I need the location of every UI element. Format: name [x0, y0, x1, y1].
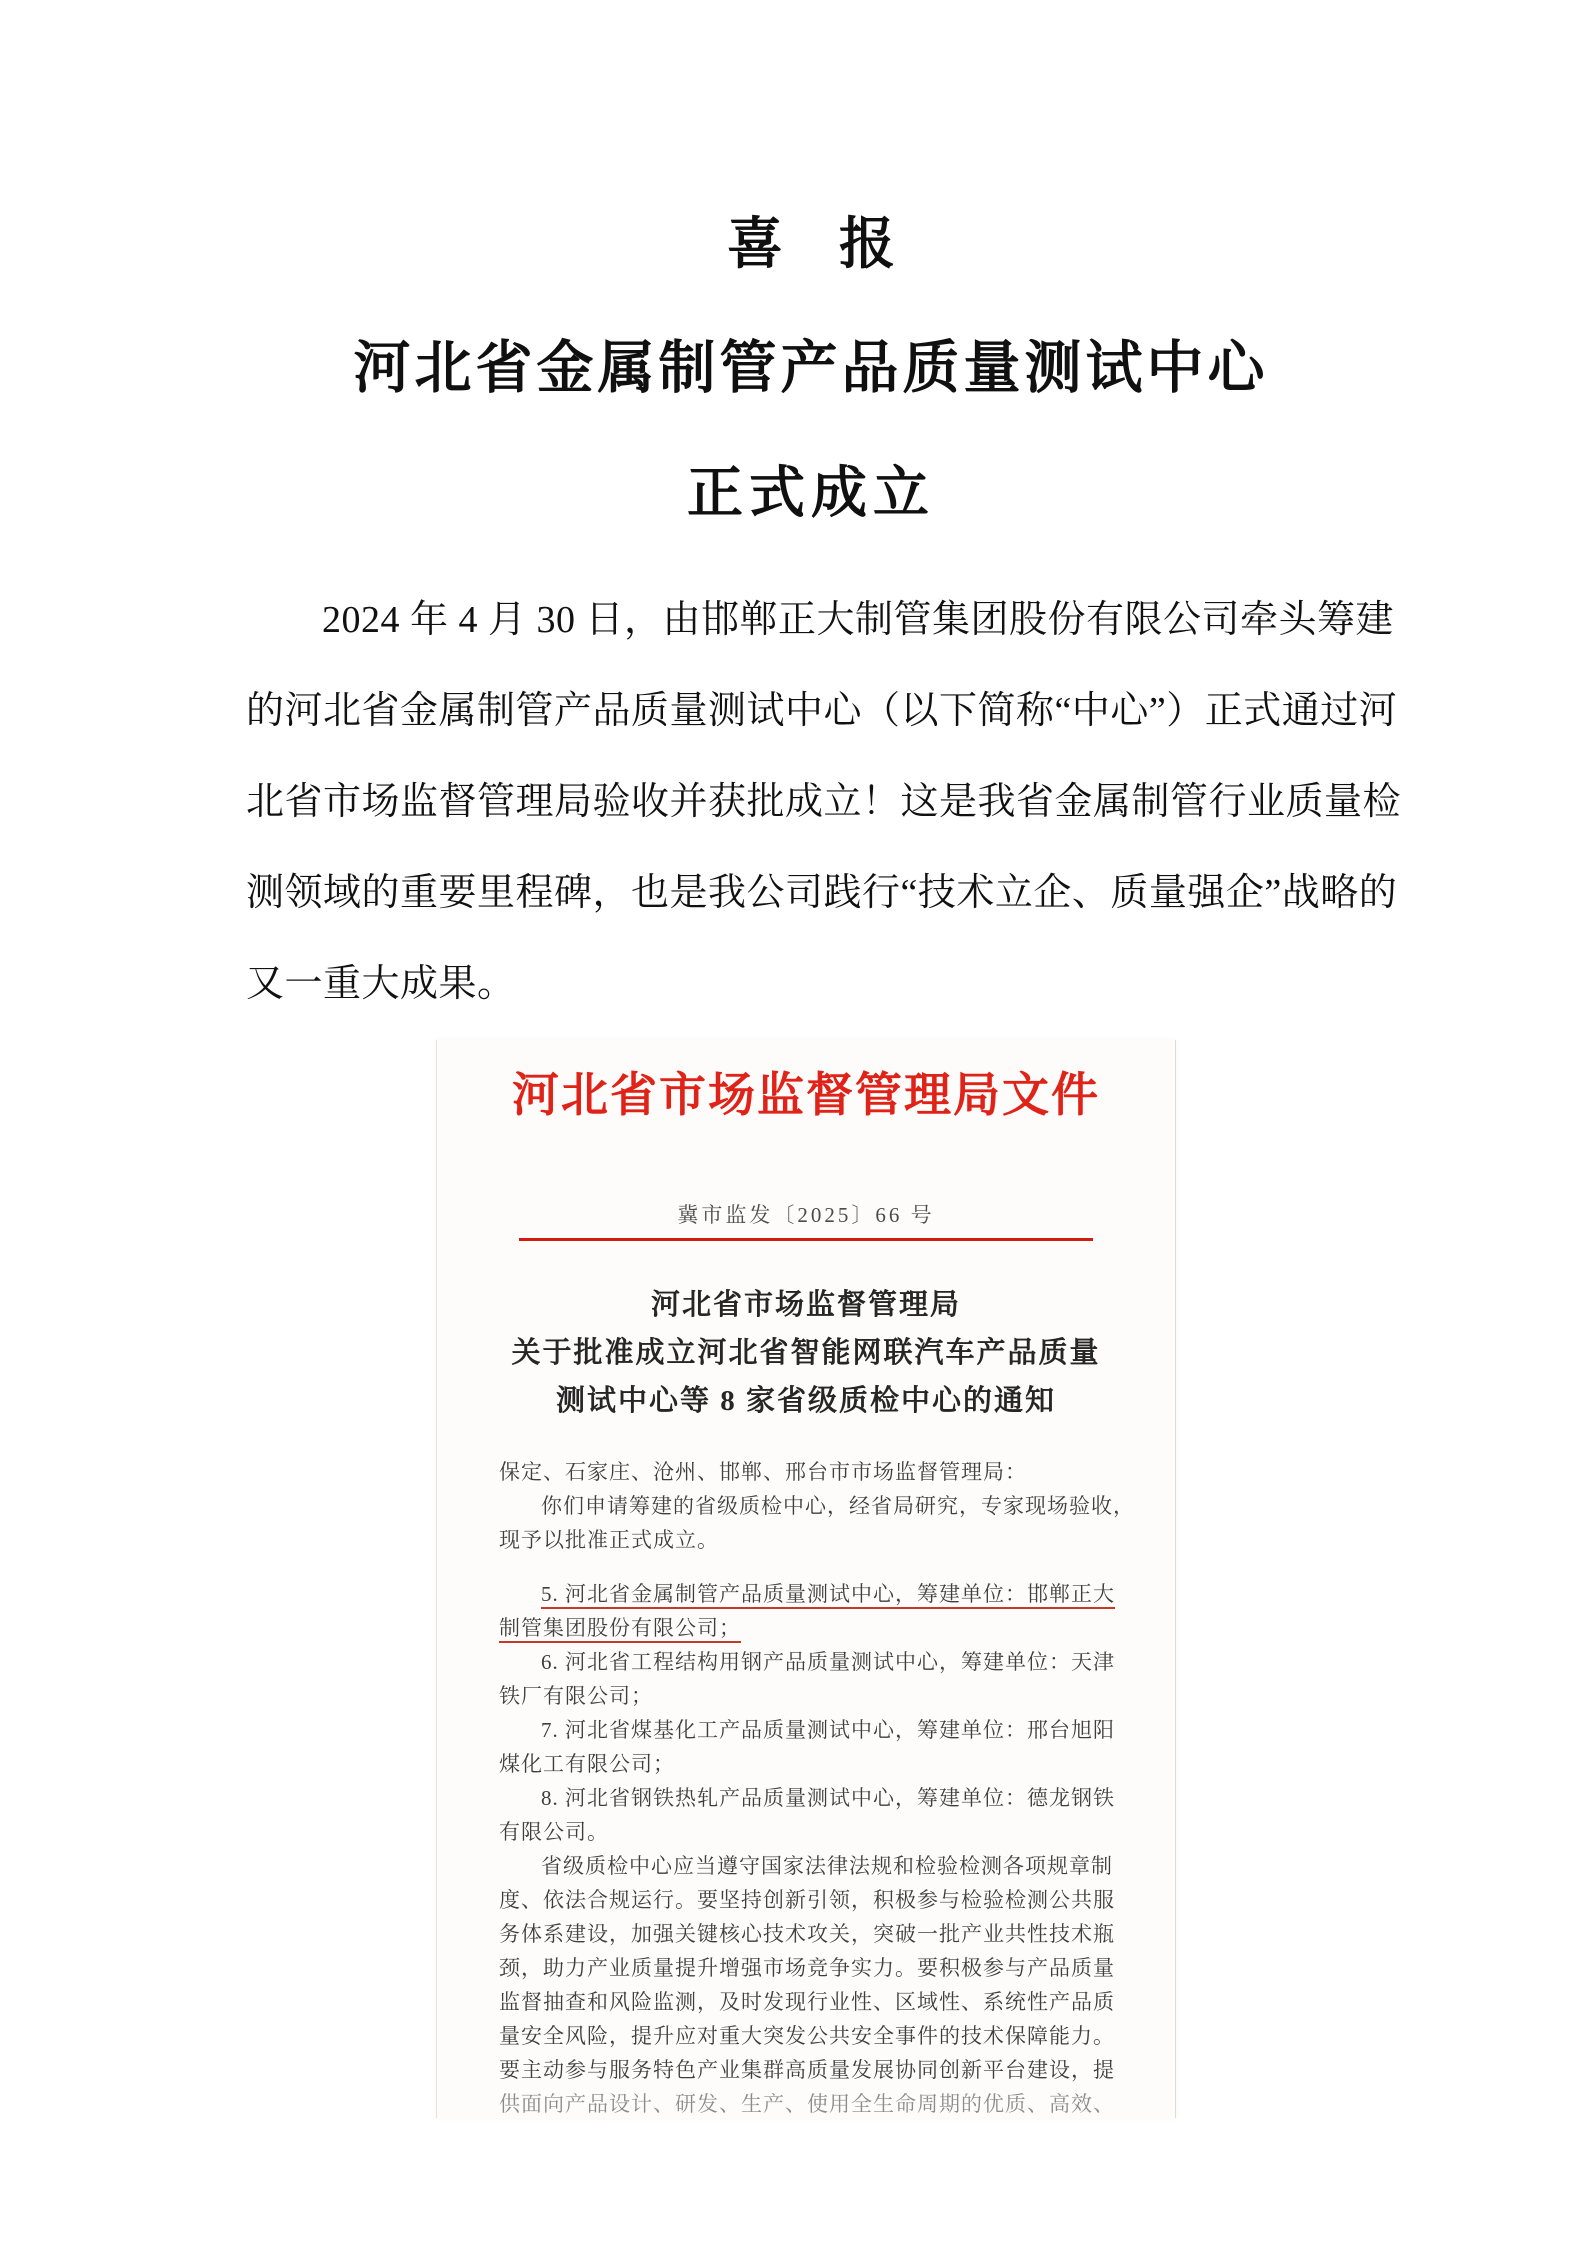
intro-line: 测领域的重要里程碑，也是我公司践行“技术立企、质量强企”战略的 [246, 872, 1398, 914]
official-document-scan-image [436, 1040, 1176, 2118]
document-body-line: 现予以批准正式成立。 [499, 1528, 719, 1552]
document-body-line-faded: 供面向产品设计、研发、生产、使用全生命周期的优质、高效、 [499, 2092, 1115, 2116]
document-body-line: 监督抽查和风险监测，及时发现行业性、区域性、系统性产品质 [499, 1990, 1115, 2014]
document-body-line: 铁厂有限公司； [499, 1684, 653, 1708]
document-body-line: 度、依法合规运行。要坚持创新引领，积极参与检验检测公共服 [499, 1888, 1115, 1912]
document-heading-line: 测试中心等 8 家省级质检中心的通知 [555, 1385, 1056, 1417]
document-heading [437, 1281, 1175, 1425]
document-body-line: 6. 河北省工程结构用钢产品质量测试中心，筹建单位：天津 [541, 1650, 1115, 1674]
document-body-line-item5-underlined [499, 1611, 1113, 1645]
document-body-line: 务体系建设，加强关键核心技术攻关，突破一批产业共性技术瓶 [499, 1922, 1115, 1946]
intro-paragraph [246, 575, 1402, 1030]
intro-line: 的河北省金属制管产品质量测试中心（以下简称“中心”）正式通过河 [246, 690, 1398, 732]
document-body-line: 有限公司。 [499, 1820, 609, 1844]
document-body-line-item5-underlined [499, 1577, 1113, 1611]
document-number: 冀市监发〔2025〕66 号 [677, 1203, 935, 1227]
red-underlined-text: 5. 河北省金属制管产品质量测试中心，筹建单位：邯郸正大 [541, 1582, 1115, 1609]
document-body-line: 8. 河北省钢铁热轧产品质量测试中心，筹建单位：德龙钢铁 [541, 1786, 1115, 1810]
document-body-line: 要主动参与服务特色产业集群高质量发展协同创新平台建设，提 [499, 2058, 1115, 2082]
banner-title: 喜 报 [727, 214, 895, 276]
document-body [499, 1455, 1135, 2118]
letterhead-title: 河北省市场监督管理局文件 [512, 1070, 1100, 1122]
intro-line: 2024 年 4 月 30 日，由邯郸正大制管集团股份有限公司牵头筹建 [322, 599, 1395, 641]
document-body-line: 煤化工有限公司； [499, 1752, 675, 1776]
letterhead-red-rule [519, 1238, 1093, 1241]
center-name-title: 河北省金属制管产品质量测试中心 [353, 337, 1269, 400]
intro-line: 北省市场监督管理局验收并获批成立！这是我省金属制管行业质量检 [246, 781, 1402, 823]
document-body-line: 保定、石家庄、沧州、邯郸、邢台市市场监督管理局： [499, 1460, 1027, 1484]
document-body-line: 省级质检中心应当遵守国家法律法规和检验检测各项规章制 [541, 1854, 1113, 1878]
document-body-line: 量安全风险，提升应对重大突发公共安全事件的技术保障能力。 [499, 2024, 1115, 2048]
document-heading-line: 关于批准成立河北省智能网联汽车产品质量 [511, 1337, 1101, 1369]
document-body-line: 7. 河北省煤基化工产品质量测试中心，筹建单位：邢台旭阳 [541, 1718, 1115, 1742]
established-title: 正式成立 [687, 463, 935, 525]
document-body-line: 你们申请筹建的省级质检中心，经省局研究，专家现场验收， [541, 1494, 1135, 1518]
document-body-line: 颈，助力产业质量提升增强市场竞争实力。要积极参与产品质量 [499, 1956, 1115, 1980]
intro-line: 又一重大成果。 [246, 963, 516, 1005]
red-underlined-text: 制管集团股份有限公司； [499, 1616, 741, 1643]
document-heading-line: 河北省市场监督管理局 [650, 1289, 961, 1321]
